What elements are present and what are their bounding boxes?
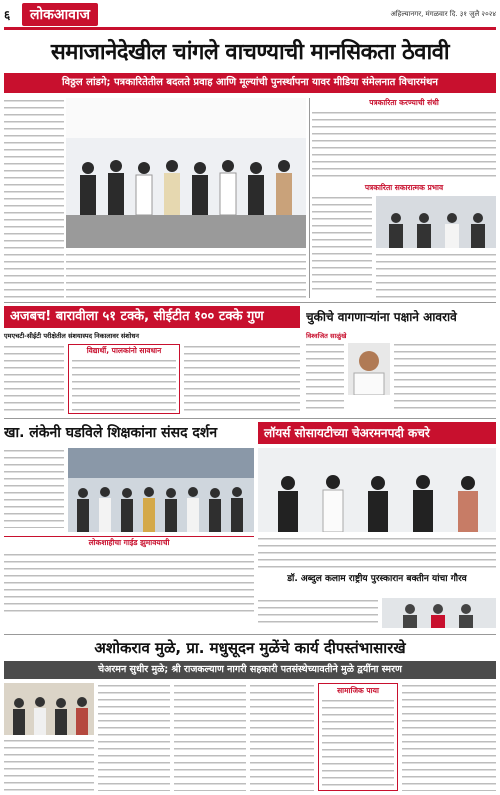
story-4-headline: लॉयर्स सोसायटीच्या चेअरमनपदी कचरे [258, 422, 496, 444]
story-1-box-body [72, 358, 176, 412]
story-2-headline: चुकीचे वागणाऱ्यांना पक्षाने आवरावे [306, 310, 457, 324]
story-6-box-body [322, 698, 394, 788]
brand-logo: लोकआवाज [22, 3, 98, 26]
side-story-body-2 [376, 252, 496, 298]
side-story-1-headline: पत्रकारिता करण्याची संधी [369, 98, 439, 107]
story-1-boxed-item [68, 344, 180, 414]
story-1-subheadline: एमएचटी-सीईटी परीक्षेतील संशयास्पद निकालावर संशोधन [4, 332, 140, 340]
lead-headline: समाजानेदेखील चांगले वाचण्याची मानसिकता ठेवावी [50, 40, 450, 65]
story-6-photo [4, 683, 94, 735]
column-rule [309, 98, 310, 298]
story-6-body-3 [174, 683, 246, 791]
story-1-headline: अजबच! बारावीला ५१ टक्के, सीईटीत १०० टक्के गुण [4, 306, 300, 328]
lead-photo [66, 98, 306, 248]
masthead [4, 2, 496, 30]
story-6-boxed-item [318, 683, 398, 791]
section-rule-2 [4, 418, 496, 419]
side-story-1-body [312, 110, 496, 180]
dateline: अहिल्यानगर, मंगळवार दि. ३१ जुलै २०२४ [390, 10, 496, 18]
story-6-body-1 [4, 738, 94, 791]
side-story-2-headline: पत्रकारिता सकारात्मक प्रभाव [364, 183, 444, 192]
side-story-photo [376, 196, 496, 248]
story-3-body-2 [4, 552, 254, 612]
story-3-body-1 [4, 448, 64, 528]
story-5-body-1 [258, 598, 378, 628]
story-5-photo [382, 598, 496, 628]
story-6-subheadline: चेअरमन सुधीर मुळे; श्री राजकल्याण नागरी सहकारी पतसंस्थेच्यावतीने मुळे द्वयींना स्मरण [4, 661, 496, 679]
story-6-body-5 [402, 683, 496, 791]
story-2-body-2 [394, 342, 496, 414]
story-2-portrait [348, 343, 390, 395]
story-3-box-title: लोकशाहीचा गाईड झुमावयाची [88, 538, 170, 547]
story-1-box-title: विद्यार्थी, पालकांनो सावधान [86, 346, 162, 355]
lead-body-col-1 [4, 98, 64, 298]
story-6-headline: अशोकराव मुळे, प्रा. मधुसूदन मुळेंचे कार्य दीपस्तंभासारखे [94, 639, 406, 657]
lead-subheadline: विठ्ठल लांडगे; पत्रकारितेतील बदलते प्रवाह आणि मूल्यांची पुनर्स्थापना यावर मीडिया संमेलनात विचारमंथन [4, 73, 496, 93]
story-1-body-2 [184, 344, 300, 414]
story-2-body-1 [306, 342, 344, 414]
story-4-photo [258, 448, 496, 532]
story-6-box-title: सामाजिक पाया [337, 686, 379, 695]
story-3-box-rule [4, 536, 254, 550]
story-2-byline: विश्वजित साळुंखे [306, 332, 347, 340]
story-1-body-1 [4, 344, 64, 414]
section-rule-3 [4, 634, 496, 635]
page-number: ६ [4, 8, 11, 22]
side-story-2-body [312, 195, 372, 295]
section-rule [4, 302, 496, 303]
story-3-photo [68, 448, 254, 532]
story-6-body-2 [98, 683, 170, 791]
story-6-body-4 [250, 683, 314, 791]
story-5-headline: डॉ. अब्दुल कलाम राष्ट्रीय पुरस्कारान बक्तीन यांचा गौरव [287, 574, 467, 584]
story-3-headline: खा. लंकेनी घडविले शिक्षकांना संसद दर्शन [4, 425, 218, 441]
lead-body-bottom [66, 252, 306, 298]
story-4-body [258, 536, 496, 570]
